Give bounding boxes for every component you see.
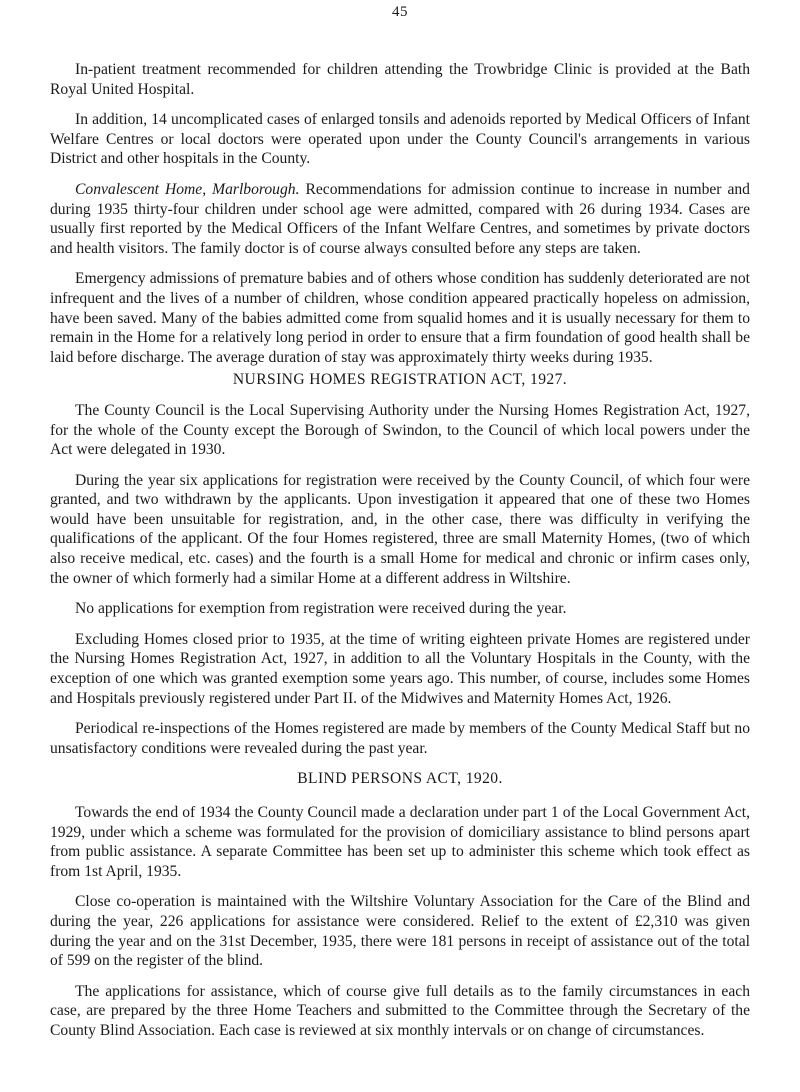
blind-persons-heading: BLIND PERSONS ACT, 1920. — [297, 770, 503, 788]
page-number: 45 — [392, 4, 408, 20]
paragraph-applications-review: The applications for assistance, which of course give full details as to the family circumstances in each case, are prepared by the three Home Teachers and submitted to the Committee through the Secretary of the County Blind Association. Each case is reviewed at six monthly intervals or on change of circumstances. — [50, 982, 750, 1039]
paragraph-tonsils: In addition, 14 uncomplicated cases of enlarged tonsils and adenoids reported by Medical Officers of Infant Welfare Centres or local doctors were operated upon under the County Council's arrangements in various District and other hospitals in the County. — [50, 111, 750, 168]
paragraph-co-operation: Close co-operation is maintained with the Wiltshire Voluntary Association for the Care of the Blind and during the year, 226 applications for assistance were considered. Relief to the extent of £2,310 was given during the year and on the 31st December, 1935, there were 181 persons in receipt of assistance out of the total of 599 on the register of the blind. — [50, 893, 750, 970]
paragraph-emergency-admissions: Emergency admissions of premature babies and of others whose condition has suddenly deteriorated are not infrequent and the lives of a number of children, whose condition appeared practically hopeless on admission, have been saved. Many of the babies admitted come from squalid homes and it is usually necessary for them to remain in the Home for a relatively long period in order to ensure that a firm foundation of good health shall be laid before discharge. The average duration of stay was approximately thirty weeks during 1935. — [50, 270, 750, 366]
paragraph-exemption: No applications for exemption from registration were received during the year. — [75, 600, 567, 618]
paragraph-registered-homes: Excluding Homes closed prior to 1935, at the time of writing eighteen private Homes are registered under the Nursing Homes Registration Act, 1927, in addition to all the Voluntary Hospitals in the County, with the exception of one which was granted exemption some years ago. This number, of course, includes some Homes and Hospitals previously registered under Part II. of the Midwives and Maternity Homes Act, 1926. — [50, 630, 750, 707]
nursing-homes-heading: NURSING HOMES REGISTRATION ACT, 1927. — [232, 371, 568, 389]
paragraph-supervising-authority: The County Council is the Local Supervising Authority under the Nursing Homes Registration Act, 1927, for the whole of the County except the Borough of Swindon, to the Council of which local powers under the Act were delegated in 1930. — [50, 401, 750, 459]
paragraph-reinspections: Periodical re-inspections of the Homes registered are made by members of the County Medical Staff but no unsatisfactory conditions were revealed during the past year. — [50, 720, 750, 757]
convalescent-home-text: Recommendations for admission continue to increase in number and during 1935 thirty-four children under school age were admitted, compared with 26 during 1934. Cases are usually first reported by the Medical Officers of the Infant Welfare Centres, and sometimes by private doctors and health visitors. The family doctor is of course always consulted before any steps are taken. — [50, 180, 750, 257]
convalescent-home-heading: Convalescent Home, Marlborough. — [75, 180, 300, 198]
page-body — [50, 60, 750, 1052]
paragraph-applications: During the year six applications for registration were received by the County Council, of which four were granted, and two withdrawn by the applicants. Upon investigation it appeared that one of these two Homes would have been unsuitable for registration, and, in the other case, there was difficulty in verifying the qualifications of the applicant. Of the four Homes registered, three are small Maternity Homes, (two of which also receive medical, etc. cases) and the fourth is a small Home for medical and chronic or infirm cases only, the owner of which formerly had a similar Home at a different address in Wiltshire. — [50, 471, 750, 587]
paragraph-blind-scheme: Towards the end of 1934 the County Council made a declaration under part 1 of the Local Government Act, 1929, under which a scheme was formulated for the provision of domiciliary assistance to blind persons apart from public assistance. A separate Committee has been set up to administer this scheme which took effect as from 1st April, 1935. — [50, 804, 750, 880]
paragraph-convalescent-home — [50, 180, 750, 258]
paragraph-inpatient: In-patient treatment recommended for children attending the Trowbridge Clinic is provided at the Bath Royal United Hospital. — [50, 61, 750, 98]
